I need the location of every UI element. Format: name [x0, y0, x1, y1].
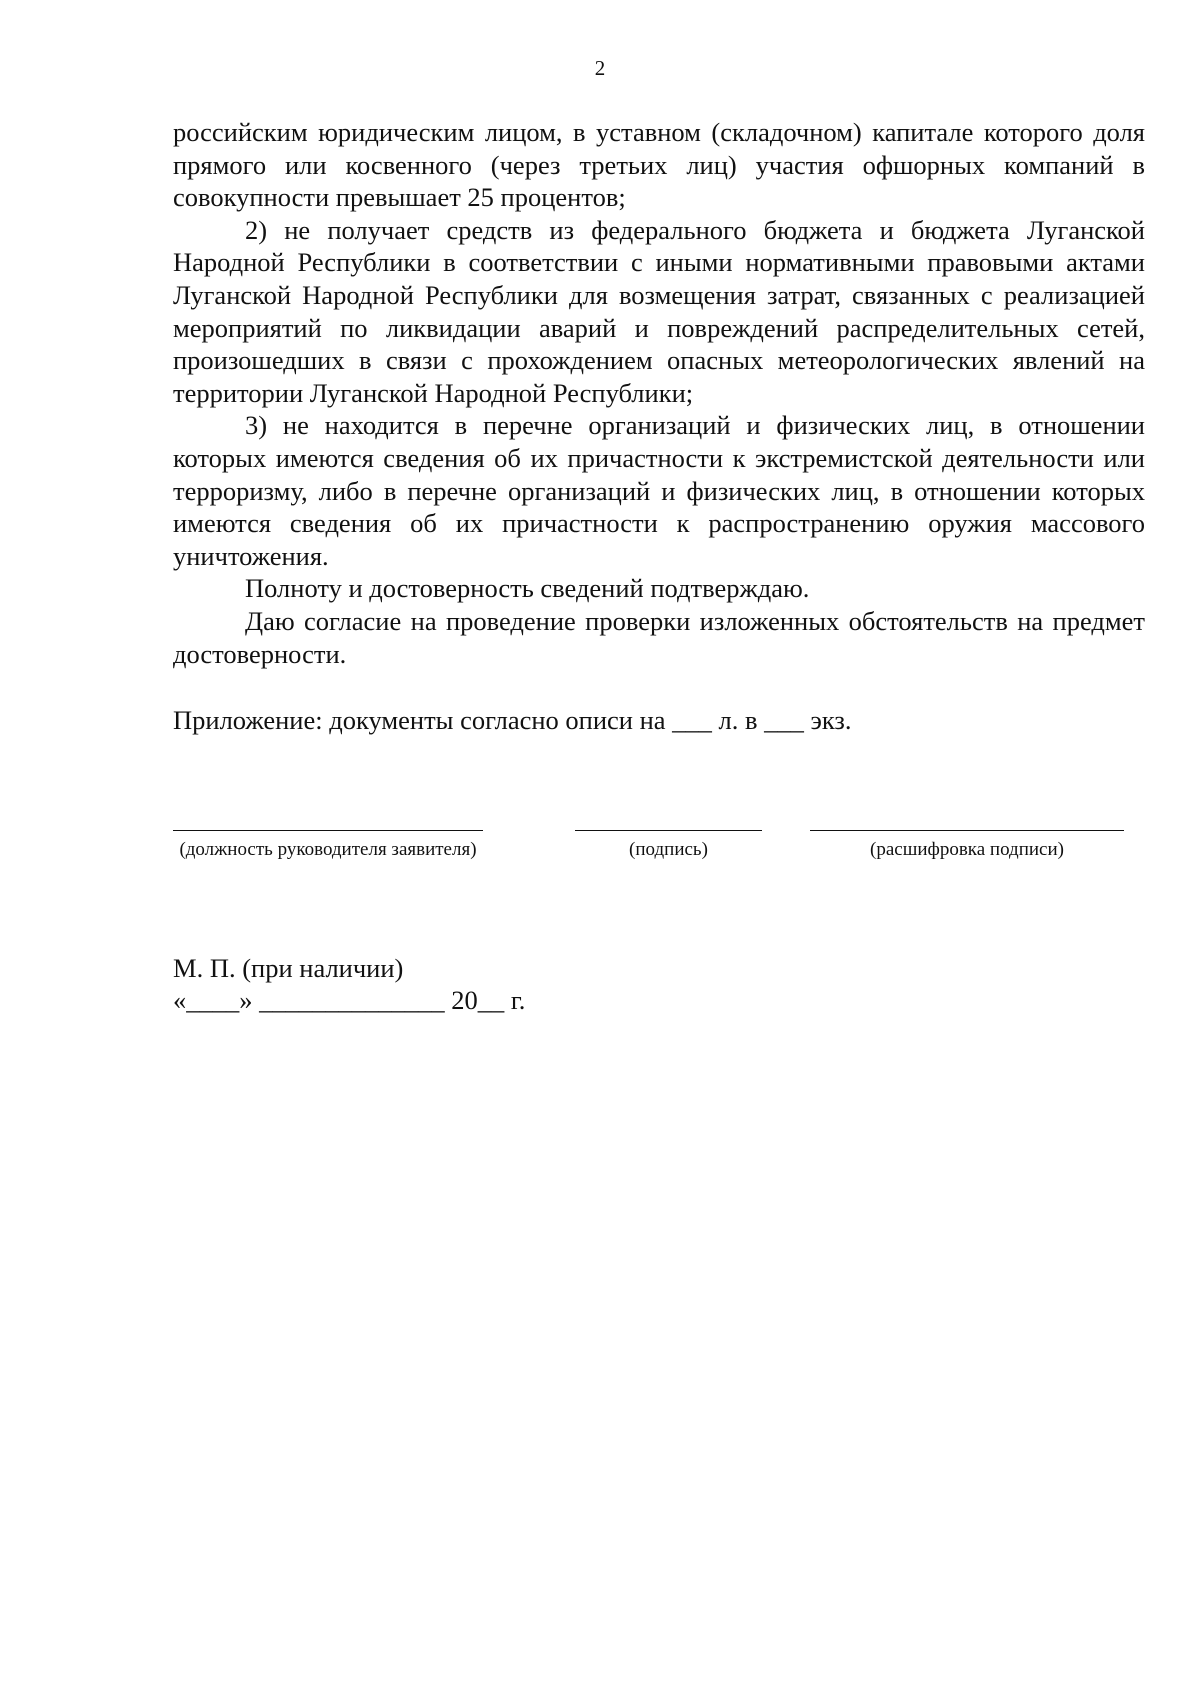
paragraph-item-2: 2) не получает средств из федерального бюджета и бюджета Луганской Народной Республики в соответствии с иными нормативными правовыми актами Луганской Народной Республики для возмещения затрат, связанных с реализацией мероприятий по ликвидации аварий и повреждений распределительных сетей, произошедших в связи с прохождением опасных метеорологических явлений на территории Луганской Народной Республики;: [173, 214, 1145, 408]
paragraph-item-3: 3) не находится в перечне организаций и физических лиц, в отношении которых имеются сведения об их причастности к экстремистской деятельности или терроризму, либо в перечне организаций и физических лиц, в отношении которых имеются сведения об их причастности к распространению оружия массового уничтожения.: [173, 410, 1145, 571]
stamp-line: М. П. (при наличии): [173, 953, 404, 983]
position-caption: (должность руководителя заявителя): [179, 839, 477, 860]
paragraph-continuation: российским юридическим лицом, в уставном (складочном) капитале которого доля прямого или косвенного (через третьих лиц) участия офшорных компаний в совокупности превышает 25 процентов;: [173, 117, 1145, 213]
signature-line: [575, 830, 762, 831]
decoding-caption: (расшифровка подписи): [870, 839, 1064, 860]
position-signature-line: [173, 830, 483, 831]
date-line: «____» ______________ 20__ г.: [173, 985, 526, 1015]
decoding-signature-line: [810, 830, 1124, 831]
document-body: [173, 116, 1145, 670]
paragraph-confirmation: Полноту и достоверность сведений подтверждаю.: [245, 573, 810, 604]
paragraph-consent: Даю согласие на проведение проверки изложенных обстоятельств на предмет достоверности.: [173, 605, 1145, 669]
signature-caption: (подпись): [629, 839, 708, 860]
attachment-line: Приложение: документы согласно описи на ___ л. в ___ экз.: [173, 705, 852, 735]
page-number: 2: [594, 56, 606, 80]
